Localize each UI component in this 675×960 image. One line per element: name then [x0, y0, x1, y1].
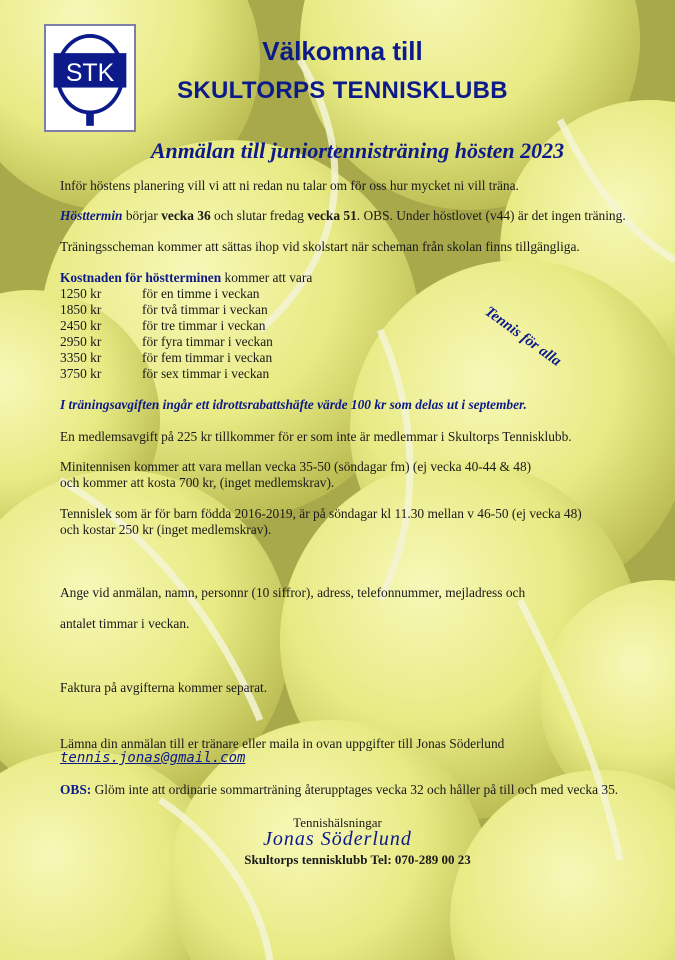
membership-text: En medlemsavgift på 225 kr tillkommer för er som inte är medlemmar i Skultorps Tennisklubb. [60, 429, 572, 444]
price-row [60, 366, 269, 382]
greeting: Tennishälsningar [293, 815, 382, 830]
price-amount: 1850 kr [60, 302, 102, 317]
registration-line2: antalet timmar i veckan. [60, 616, 190, 631]
obs-label: OBS: [60, 782, 92, 797]
price-amount: 3350 kr [60, 350, 102, 365]
price-amount: 2950 kr [60, 334, 102, 349]
tennislek-line1: Tennislek som är för barn födda 2016-2019, är på söndagar kl 11.30 mellan v 46-50 (ej vecka 48) [60, 506, 582, 521]
price-row [60, 334, 273, 350]
minitennis-line1: Minitennisen kommer att vara mellan vecka 35-50 (söndagar fm) (ej vecka 40-44 & 48) [60, 459, 532, 474]
term-t1: börjar [122, 208, 162, 223]
term-start: vecka 36 [161, 208, 211, 223]
cost-heading-bold: Kostnaden för höstterminen [60, 270, 222, 285]
price-amount: 3750 kr [60, 366, 102, 381]
obs-text [60, 782, 618, 798]
price-desc: för fyra timmar i veckan [142, 334, 273, 349]
page-subtitle: Anmälan till juniortennisträning hösten 2023 [150, 138, 565, 163]
price-desc: för två timmar i veckan [142, 302, 268, 317]
cost-heading [60, 270, 312, 286]
price-row [60, 302, 268, 318]
schedule-text: Träningsscheman kommer att sättas ihop vid skolstart när scheman från skolan finns tillgängliga. [60, 239, 580, 254]
club-name-title: SKULTORPS TENNISKLUBB [177, 77, 508, 104]
invoice-text: Faktura på avgifterna kommer separat. [60, 680, 268, 695]
signature: Jonas Söderlund [263, 828, 412, 850]
term-end: vecka 51 [307, 208, 357, 223]
price-row [60, 350, 272, 366]
price-amount: 1250 kr [60, 286, 102, 301]
contact-line: Skultorps tennisklubb Tel: 070-289 00 23 [244, 852, 471, 867]
intro-text: Inför höstens planering vill vi att ni redan nu talar om för oss hur mycket ni vill träna. [60, 178, 519, 193]
discount-text: I träningsavgiften ingår ett idrottsrabattshäfte värde 100 kr som delas ut i september. [60, 397, 527, 412]
term-label: Hösttermin [60, 208, 123, 223]
price-amount: 2450 kr [60, 318, 102, 333]
email-link[interactable]: tennis.jonas@gmail.com [60, 750, 246, 766]
price-desc: för sex timmar i veckan [142, 366, 270, 381]
minitennis-line2: och kommer att kosta 700 kr, (inget medlemskrav). [60, 475, 335, 490]
price-desc: för en timme i veckan [142, 286, 260, 301]
registration-line1: Ange vid anmälan, namn, personnr (10 siffror), adress, telefonnummer, mejladress och [60, 585, 526, 600]
submit-text: Lämna din anmälan till er tränare eller maila in ovan uppgifter till Jonas Söderlund [60, 736, 505, 751]
obs-body: Glöm inte att ordinarie sommarträning återupptages vecka 32 och håller på till och med vecka 35. [91, 782, 619, 797]
term-t2: och slutar fredag [210, 208, 308, 223]
term-text [60, 208, 626, 224]
tennislek-line2: och kostar 250 kr (inget medlemskrav). [60, 522, 272, 537]
welcome-title: Välkomna till [262, 36, 423, 66]
tennis-for-all-badge: Tennis för alla [481, 303, 565, 370]
term-t3: . OBS. Under höstlovet (v44) är det ingen träning. [356, 208, 626, 223]
cost-heading-tail: kommer att vara [221, 270, 313, 285]
price-desc: för fem timmar i veckan [142, 350, 273, 365]
logo-text: STK [65, 58, 115, 87]
price-row [60, 318, 265, 334]
price-desc: för tre timmar i veckan [142, 318, 266, 333]
price-row [60, 286, 260, 302]
